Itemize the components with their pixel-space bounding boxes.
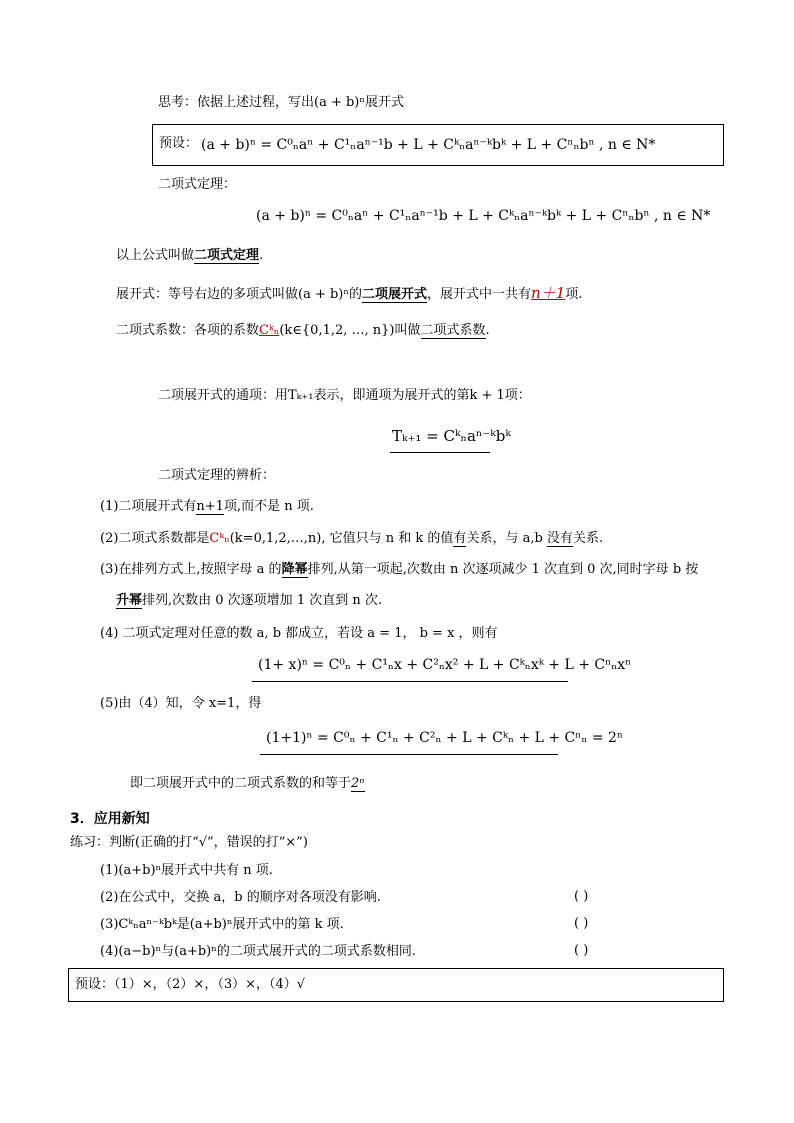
item-2-mid: (k=0,1,2,…,n), 它值只与 n 和 k 的值 bbox=[229, 531, 454, 546]
coef-term: 二项式系数 bbox=[420, 323, 486, 338]
item-5-conclusion-term: 2ⁿ bbox=[351, 776, 365, 791]
preset-2-text: 预设：（1）×，（2）×，（3）×，（4）√ bbox=[75, 977, 306, 992]
theorem-formula: (a + b)ⁿ = C⁰ₙaⁿ + C¹ₙaⁿ⁻¹b + L + Cᵏₙaⁿ⁻ᵏbᵏ + L + Cⁿₙbⁿ , n ∈ N* bbox=[256, 208, 711, 224]
item-3a-term: 降幂 bbox=[281, 562, 308, 577]
practice-q4: (4)(a−b)ⁿ与(a+b)ⁿ的二项式展开式的二项式系数相同. bbox=[100, 944, 417, 959]
coef-mid: (k∈{0,1,2, …, n})叫做 bbox=[279, 323, 421, 338]
general-term-line: 二项展开式的通项：用Tₖ₊₁表示，即通项为展开式的第k + 1项： bbox=[158, 388, 531, 403]
item-3a-pre: (3)在排列方式上,按照字母 a 的 bbox=[100, 562, 282, 577]
preset-formula: (a + b)ⁿ = C⁰ₙaⁿ + C¹ₙaⁿ⁻¹b + L + Cᵏₙaⁿ⁻ᵏbᵏ + L + Cⁿₙbⁿ , n ∈ N* bbox=[201, 137, 656, 153]
practice-q3: (3)Cᵏₙaⁿ⁻ᵏbᵏ是(a+b)ⁿ展开式中的第 k 项. bbox=[100, 917, 344, 932]
preset-box-2 bbox=[68, 968, 724, 1002]
item-1 bbox=[100, 498, 314, 516]
answer-paren-3[interactable]: ( ) bbox=[574, 916, 589, 931]
preset-box-1 bbox=[152, 124, 724, 166]
item-3b bbox=[116, 592, 382, 610]
coef-pre: 二项式系数：各项的系数 bbox=[116, 323, 260, 338]
expansion-term: 二项展开式 bbox=[362, 287, 428, 302]
item-5-conclusion bbox=[130, 775, 365, 793]
section-3-heading: 3．应用新知 bbox=[70, 811, 150, 827]
general-formula: Tₖ₊₁ = Cᵏₙaⁿ⁻ᵏbᵏ bbox=[392, 427, 511, 445]
item-5-conclusion-pre: 即二项展开式中的二项式系数的和等于 bbox=[130, 776, 352, 791]
item-5-rule bbox=[260, 754, 558, 755]
expansion-count: n＋1 bbox=[531, 284, 566, 302]
expansion-line bbox=[116, 284, 582, 304]
preset-label: 预设： bbox=[159, 136, 199, 151]
item-4-formula: (1+ x)ⁿ = C⁰ₙ + C¹ₙx + C²ₙx² + L + Cᵏₙxᵏ + L + Cⁿₙxⁿ bbox=[258, 657, 632, 673]
analysis-title: 二项式定理的辨析： bbox=[158, 468, 276, 483]
item-1-term: n+1 bbox=[196, 499, 224, 514]
coef-symbol: Cᵏₙ bbox=[259, 323, 280, 338]
general-formula-rule bbox=[390, 452, 490, 453]
called-term: 二项式定理 bbox=[194, 248, 260, 263]
item-2-symbol: Cᵏₙ bbox=[209, 531, 230, 546]
item-3b-post: 排列,次数由 0 次逐项增加 1 次直到 n 次. bbox=[142, 593, 382, 608]
item-2 bbox=[100, 530, 603, 548]
item-2-post: 关系. bbox=[572, 531, 604, 546]
item-2-pre: (2)二项式系数都是 bbox=[100, 531, 210, 546]
coef-line bbox=[116, 322, 490, 340]
item-2-mid2: 关系，与 a,b bbox=[466, 531, 547, 546]
item-5: (5)由（4）知，令 x=1，得 bbox=[100, 696, 262, 711]
called-post: . bbox=[259, 248, 264, 263]
answer-paren-2[interactable]: ( ) bbox=[574, 889, 589, 904]
theorem-title: 二项式定理： bbox=[158, 177, 237, 192]
item-4: (4) 二项式定理对任意的数 a, b 都成立，若设 a = 1， b = x ，则有 bbox=[100, 626, 498, 641]
item-1-pre: (1)二项展开式有 bbox=[100, 499, 197, 514]
answer-paren-4[interactable]: ( ) bbox=[574, 943, 589, 958]
expansion-pre: 展开式：等号右边的多项式叫做(a + b)ⁿ的 bbox=[116, 287, 362, 302]
practice-q1: (1)(a+b)ⁿ展开式中共有 n 项. bbox=[100, 863, 273, 878]
item-5-formula: (1+1)ⁿ = C⁰ₙ + C¹ₙ + C²ₙ + L + Cᵏₙ + L + Cⁿₙ = 2ⁿ bbox=[266, 730, 623, 746]
coef-post: . bbox=[485, 323, 490, 338]
practice-title: 练习：判断(正确的打“√”，错误的打“×”) bbox=[70, 835, 308, 850]
expansion-post: 项. bbox=[565, 287, 583, 302]
item-4-rule bbox=[252, 681, 568, 682]
item-1-post: 项,而不是 n 项. bbox=[223, 499, 314, 514]
item-2-term-1: 有 bbox=[453, 531, 467, 546]
item-3b-term: 升幂 bbox=[116, 593, 143, 608]
item-2-term-2: 没有 bbox=[546, 531, 573, 546]
practice-q2: (2)在公式中，交换 a，b 的顺序对各项没有影响. bbox=[100, 890, 381, 905]
think-line: 思考：依据上述过程，写出(a + b)ⁿ展开式 bbox=[158, 95, 404, 110]
expansion-mid: ，展开式中一共有 bbox=[427, 287, 532, 302]
called-line bbox=[116, 247, 263, 265]
called-pre: 以上公式叫做 bbox=[116, 248, 195, 263]
item-3a bbox=[100, 561, 698, 579]
item-3a-post: 排列,从第一项起,次数由 n 次逐项减少 1 次直到 0 次,同时字母 b 按 bbox=[307, 562, 699, 577]
